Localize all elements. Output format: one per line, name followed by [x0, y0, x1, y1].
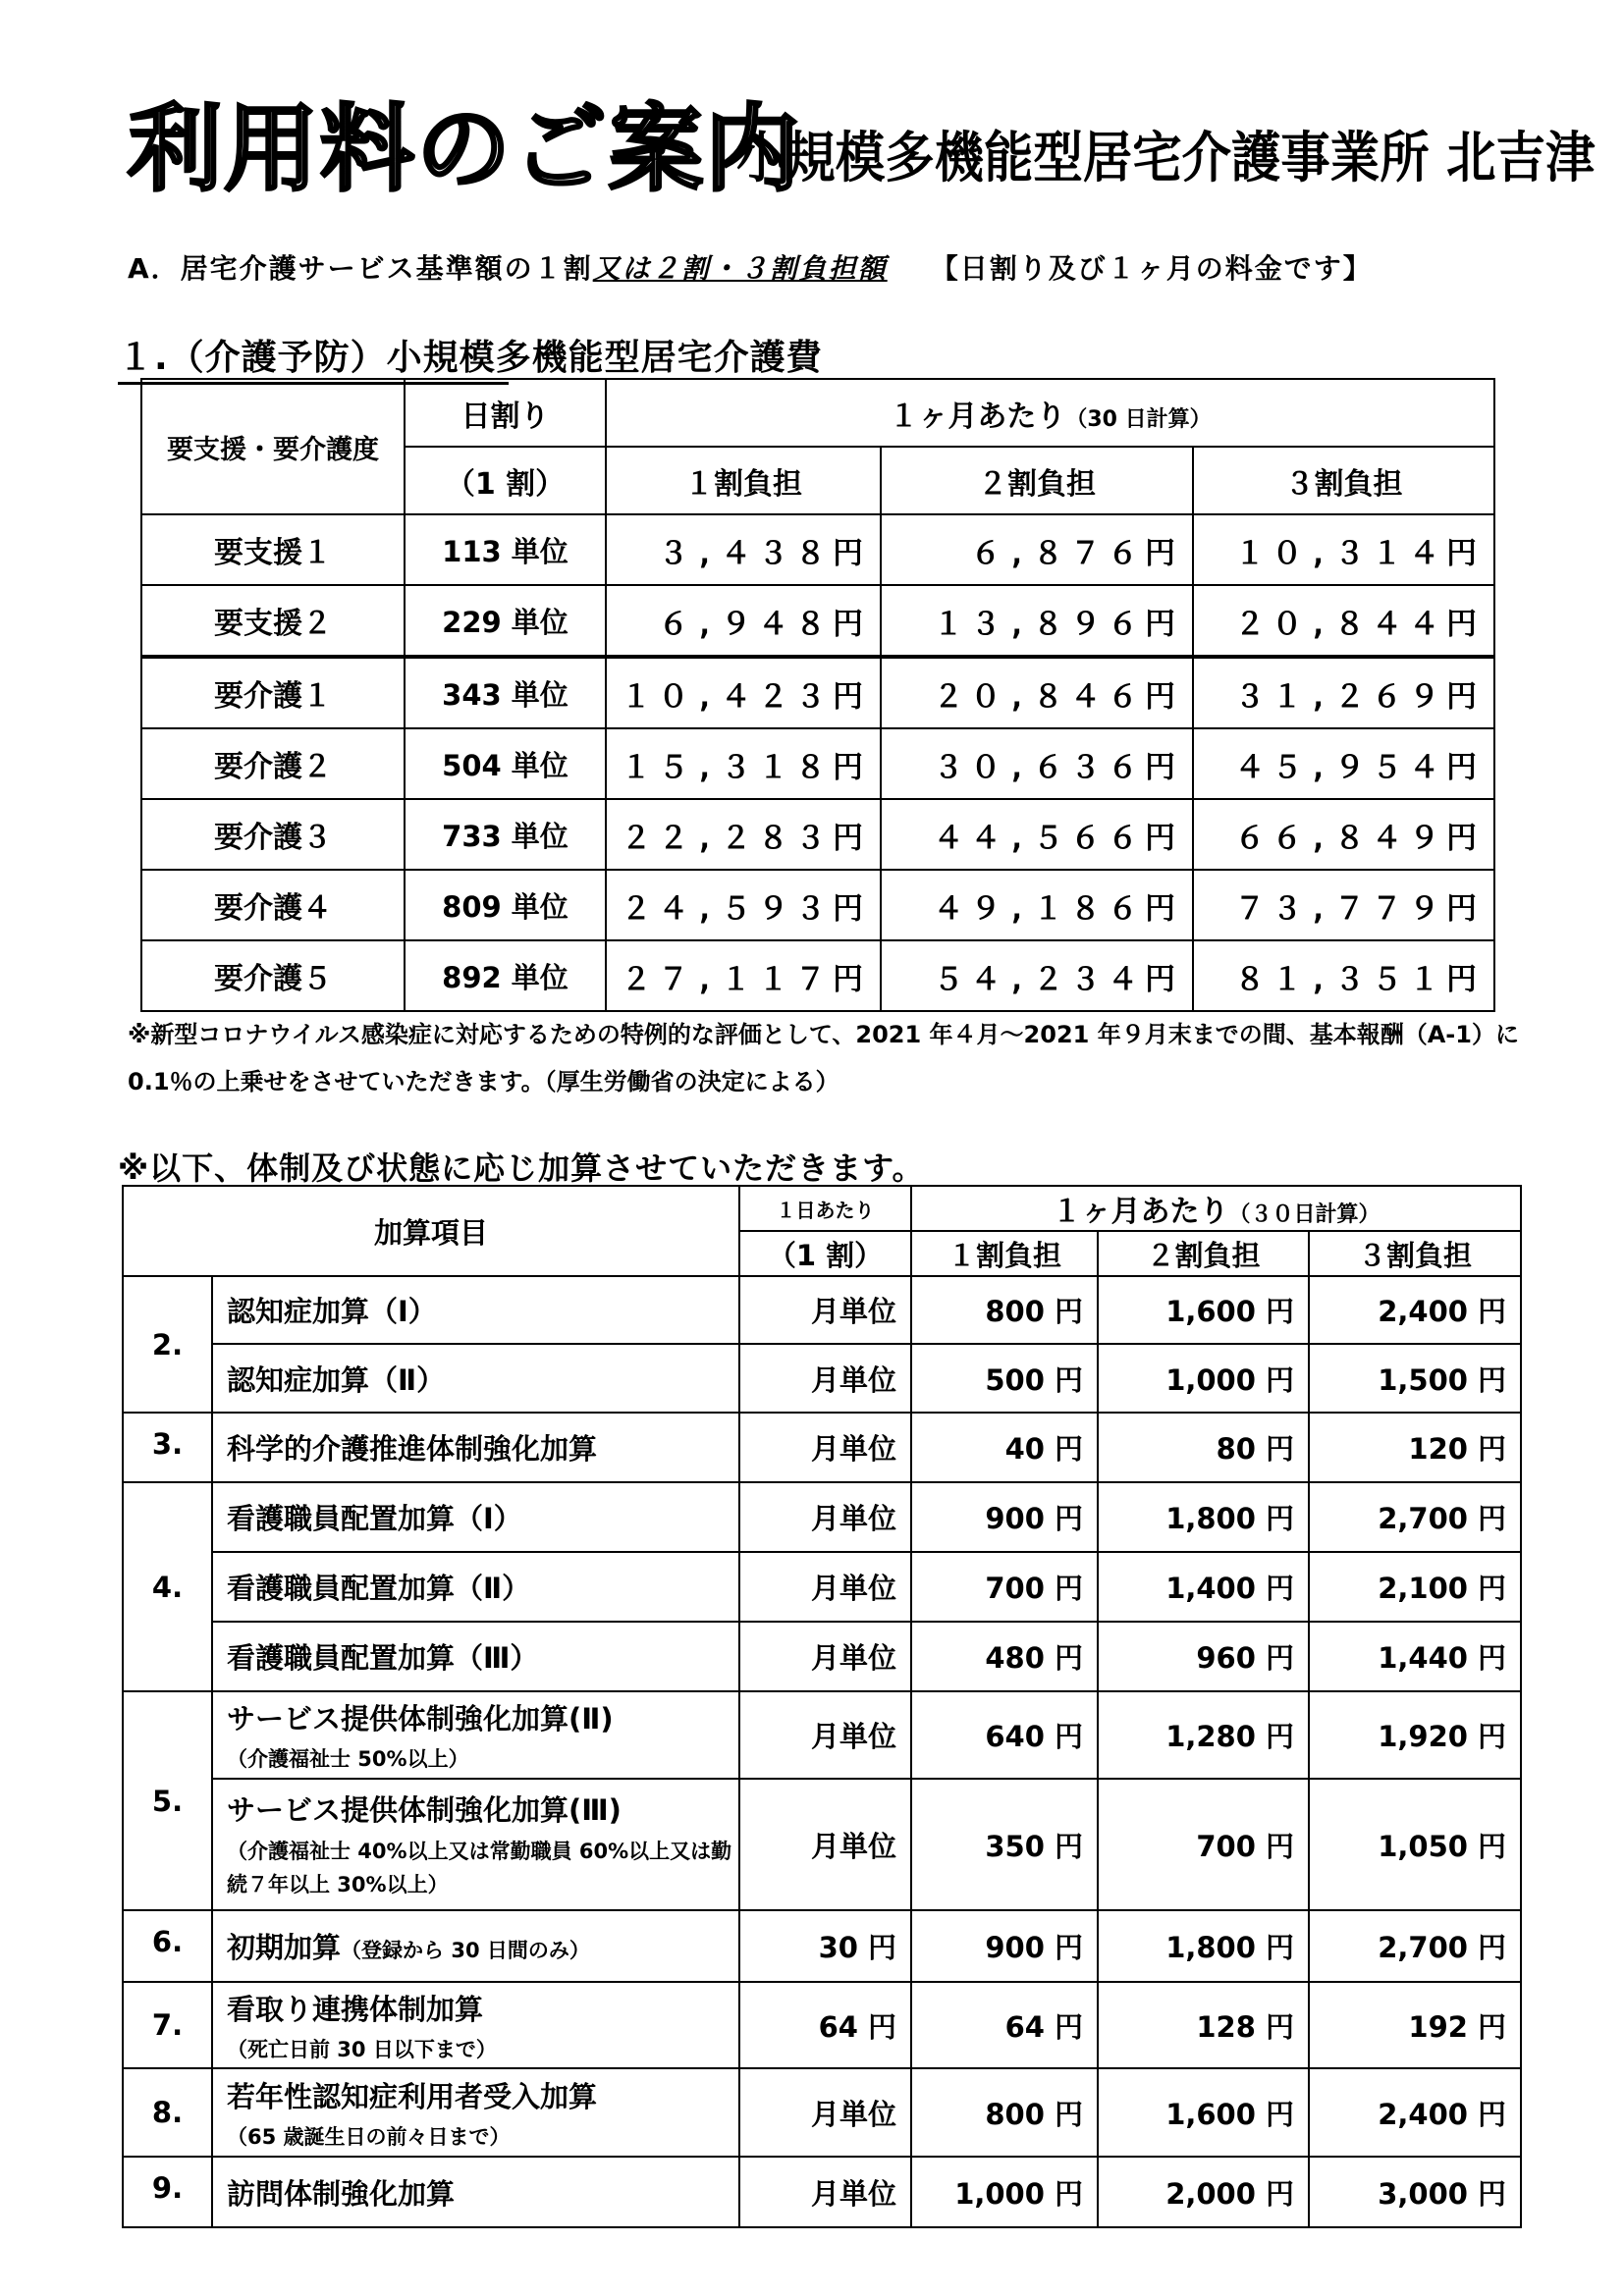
daily-value: 月単位	[739, 1344, 911, 1413]
table-row	[141, 870, 1494, 940]
fee-10pct: 900 円	[911, 1910, 1098, 1982]
fee-20pct: 700 円	[1098, 1779, 1309, 1910]
item-name: 科学的介護推進体制強化加算	[212, 1413, 739, 1482]
daily-unit: 229 単位	[405, 585, 606, 657]
fee-30pct: 3,000 円	[1309, 2157, 1521, 2227]
fee-30pct: 2,100 円	[1309, 1552, 1521, 1622]
fee-20pct: 1,600 円	[1098, 1276, 1309, 1344]
care-level: 要介護３	[141, 799, 405, 870]
fee-20pct: ４９,１８６円	[881, 870, 1193, 940]
section-a	[128, 247, 1373, 287]
fee-10pct: 1,000 円	[911, 2157, 1098, 2227]
table-row	[123, 1622, 1521, 1691]
fee-20pct: 1,600 円	[1098, 2068, 1309, 2157]
header-item: 加算項目	[123, 1186, 739, 1276]
fee-10pct: 800 円	[911, 1276, 1098, 1344]
care-level: 要介護４	[141, 870, 405, 940]
daily-value: 月単位	[739, 1276, 911, 1344]
header-pct3: ３割負担	[1309, 1231, 1521, 1276]
item-name: 訪問体制強化加算	[212, 2157, 739, 2227]
header-pct2: ２割負担	[1098, 1231, 1309, 1276]
fee-10pct: 640 円	[911, 1691, 1098, 1779]
item-number: 8.	[123, 2068, 212, 2157]
fee-10pct: 800 円	[911, 2068, 1098, 2157]
item-number: 9.	[123, 2157, 212, 2227]
item-number: 3.	[123, 1413, 212, 1482]
daily-value: 30 円	[739, 1910, 911, 1982]
item-name: 認知症加算（Ⅱ）	[212, 1344, 739, 1413]
header-monthly-cell	[606, 379, 1494, 447]
care-level: 要介護２	[141, 728, 405, 799]
item-number: 2.	[123, 1276, 212, 1413]
table-row	[123, 1910, 1521, 1982]
fee-20pct: ２０,８４６円	[881, 657, 1193, 728]
header-pct1: １割負担	[911, 1231, 1098, 1276]
fee-10pct: ６,９４８円	[606, 585, 881, 657]
table-row	[123, 2068, 1521, 2157]
section-a-bracket: 【日割り及び１ヶ月の料金です】	[930, 252, 1373, 285]
table-row	[123, 1344, 1521, 1413]
item-cell	[212, 1910, 739, 1982]
fee-10pct: 900 円	[911, 1482, 1098, 1552]
item-number: 7.	[123, 1982, 212, 2068]
table-row	[141, 585, 1494, 657]
fee-10pct: ２２,２８３円	[606, 799, 881, 870]
fee-30pct: 2,400 円	[1309, 1276, 1521, 1344]
table1-heading: １.（介護予防）小規模多機能型居宅介護費	[118, 330, 509, 385]
fee-10pct: 40 円	[911, 1413, 1098, 1482]
table-row	[123, 1276, 1521, 1344]
covid-note: ※新型コロナウイルス感染症に対応するための特例的な評価として、2021 年４月～2021 年９月末までの間、基本報酬（A-1）に 0.1％の上乗せをさせていただきます。（厚生労働省の決定による）	[128, 1021, 1519, 1095]
fee-30pct: 192 円	[1309, 1982, 1521, 2068]
header-daily-sub: （1 割）	[405, 447, 606, 514]
item-cell	[212, 1779, 739, 1910]
item-name: 若年性認知症利用者受入加算	[227, 2079, 598, 2113]
daily-unit: 809 単位	[405, 870, 606, 940]
item-number: 5.	[123, 1691, 212, 1910]
daily-unit: 343 単位	[405, 657, 606, 728]
daily-value: 月単位	[739, 1779, 911, 1910]
fee-30pct: ３１,２６９円	[1193, 657, 1494, 728]
title-row	[128, 90, 1596, 208]
fee-30pct: 1,050 円	[1309, 1779, 1521, 1910]
fee-30pct: ６６,８４９円	[1193, 799, 1494, 870]
fee-20pct: ５４,２３４円	[881, 940, 1193, 1011]
care-level: 要介護１	[141, 657, 405, 728]
header-daily: 日割り	[405, 379, 606, 447]
addition-intro: ※以下、体制及び状態に応じ加算させていただきます。	[118, 1149, 925, 1187]
header-pct2: ２割負担	[881, 447, 1193, 514]
fee-20pct: 960 円	[1098, 1622, 1309, 1691]
table-row	[141, 728, 1494, 799]
item-name: サービス提供体制強化加算(Ⅱ)	[227, 1702, 614, 1735]
header-monthly: １ヶ月あたり	[889, 399, 1066, 434]
daily-value: 月単位	[739, 1552, 911, 1622]
header-per-day: １日あたり	[739, 1186, 911, 1231]
daily-value: 月単位	[739, 1622, 911, 1691]
fee-30pct: 2,700 円	[1309, 1482, 1521, 1552]
fee-10pct: 64 円	[911, 1982, 1098, 2068]
facility-name: 小規模多機能型居宅介護事業所 北吉津	[736, 127, 1596, 190]
fee-20pct: 1,000 円	[1098, 1344, 1309, 1413]
item-name: 初期加算	[227, 1931, 342, 1964]
daily-unit: 113 単位	[405, 514, 606, 585]
table2-header-row-1	[123, 1186, 1521, 1231]
section-a-emphasis: 又は２割・３割負担額	[592, 252, 888, 285]
table-row	[141, 514, 1494, 585]
item-number: 6.	[123, 1910, 212, 1982]
daily-unit: 733 単位	[405, 799, 606, 870]
fee-20pct: ６,８７６円	[881, 514, 1193, 585]
table-row	[123, 1982, 1521, 2068]
item-name: 看護職員配置加算（Ⅲ）	[212, 1622, 739, 1691]
fee-30pct: 2,400 円	[1309, 2068, 1521, 2157]
item-name: 認知症加算（Ⅰ）	[212, 1276, 739, 1344]
fee-10pct: 480 円	[911, 1622, 1098, 1691]
fee-30pct: 1,440 円	[1309, 1622, 1521, 1691]
table-row	[123, 1552, 1521, 1622]
fee-10pct: １０,４２３円	[606, 657, 881, 728]
fee-10pct: 350 円	[911, 1779, 1098, 1910]
fee-30pct: １０,３１４円	[1193, 514, 1494, 585]
table-row	[123, 1413, 1521, 1482]
fee-30pct: 2,700 円	[1309, 1910, 1521, 1982]
item-name: 看護職員配置加算（Ⅰ）	[212, 1482, 739, 1552]
care-level: 要介護５	[141, 940, 405, 1011]
fee-20pct: 128 円	[1098, 1982, 1309, 2068]
daily-value: 月単位	[739, 2157, 911, 2227]
fee-30pct: ８１,３５１円	[1193, 940, 1494, 1011]
fee-10pct: ２４,５９３円	[606, 870, 881, 940]
item-cell	[212, 1982, 739, 2068]
section-a-prefix: A．居宅介護サービス基準額の１割	[128, 252, 593, 285]
care-level: 要支援２	[141, 585, 405, 657]
header-level: 要支援・要介護度	[141, 379, 405, 514]
table-row	[141, 940, 1494, 1011]
header-pct3: ３割負担	[1193, 447, 1494, 514]
fee-20pct: ３０,６３６円	[881, 728, 1193, 799]
fee-30pct: ７３,７７９円	[1193, 870, 1494, 940]
fee-30pct: 120 円	[1309, 1413, 1521, 1482]
header-pct1: １割負担	[606, 447, 881, 514]
table-row	[141, 657, 1494, 728]
header-monthly-cell	[911, 1186, 1521, 1231]
daily-value: 月単位	[739, 1482, 911, 1552]
fee-30pct: ２０,８４４円	[1193, 585, 1494, 657]
fee-30pct: 1,920 円	[1309, 1691, 1521, 1779]
daily-unit: 504 単位	[405, 728, 606, 799]
table-row	[123, 2157, 1521, 2227]
fee-20pct: ４４,５６６円	[881, 799, 1193, 870]
table-row	[141, 799, 1494, 870]
table-row	[123, 1779, 1521, 1910]
fee-20pct: １３,８９６円	[881, 585, 1193, 657]
header-monthly-note: （30 日計算）	[1065, 406, 1212, 432]
fee-30pct: 1,500 円	[1309, 1344, 1521, 1413]
item-name: 看取り連携体制加算	[227, 1992, 484, 2026]
fee-30pct: ４５,９５４円	[1193, 728, 1494, 799]
page-title: 利用料のご案内	[128, 94, 801, 204]
addition-fee-table	[122, 1185, 1522, 2228]
care-level: 要支援１	[141, 514, 405, 585]
fee-10pct: ２７,１１７円	[606, 940, 881, 1011]
item-name: サービス提供体制強化加算(Ⅲ)	[227, 1792, 622, 1827]
item-condition: （介護福祉士 40%以上又は常勤職員 60%以上又は勤続７年以上 30%以上）	[227, 1839, 732, 1896]
fee-20pct: 1,280 円	[1098, 1691, 1309, 1779]
fee-10pct: 500 円	[911, 1344, 1098, 1413]
fee-20pct: 80 円	[1098, 1413, 1309, 1482]
item-condition: （死亡日前 30 日以下まで）	[227, 2037, 497, 2061]
daily-value: 月単位	[739, 1691, 911, 1779]
fee-10pct: ３,４３８円	[606, 514, 881, 585]
item-condition: （介護福祉士 50%以上）	[227, 1747, 469, 1771]
fee-20pct: 1,800 円	[1098, 1910, 1309, 1982]
fee-10pct: １５,３１８円	[606, 728, 881, 799]
daily-unit: 892 単位	[405, 940, 606, 1011]
header-monthly: １ヶ月あたり	[1052, 1195, 1229, 1229]
base-fee-table	[140, 378, 1495, 1012]
daily-value: 64 円	[739, 1982, 911, 2068]
item-condition: （登録から 30 日間のみ）	[341, 1939, 590, 1962]
item-name: 看護職員配置加算（Ⅱ）	[212, 1552, 739, 1622]
fee-20pct: 2,000 円	[1098, 2157, 1309, 2227]
daily-value: 月単位	[739, 1413, 911, 1482]
item-condition: （65 歳誕生日の前々日まで）	[227, 2124, 511, 2149]
table1-header-row-1	[141, 379, 1494, 447]
daily-value: 月単位	[739, 2068, 911, 2157]
item-cell	[212, 1691, 739, 1779]
table-row	[123, 1482, 1521, 1552]
item-cell	[212, 2068, 739, 2157]
item-number: 4.	[123, 1482, 212, 1691]
table-row	[123, 1691, 1521, 1779]
fee-20pct: 1,400 円	[1098, 1552, 1309, 1622]
fee-20pct: 1,800 円	[1098, 1482, 1309, 1552]
header-per-day-sub: （1 割）	[739, 1231, 911, 1276]
header-monthly-note: （３０日計算）	[1228, 1202, 1380, 1227]
fee-10pct: 700 円	[911, 1552, 1098, 1622]
